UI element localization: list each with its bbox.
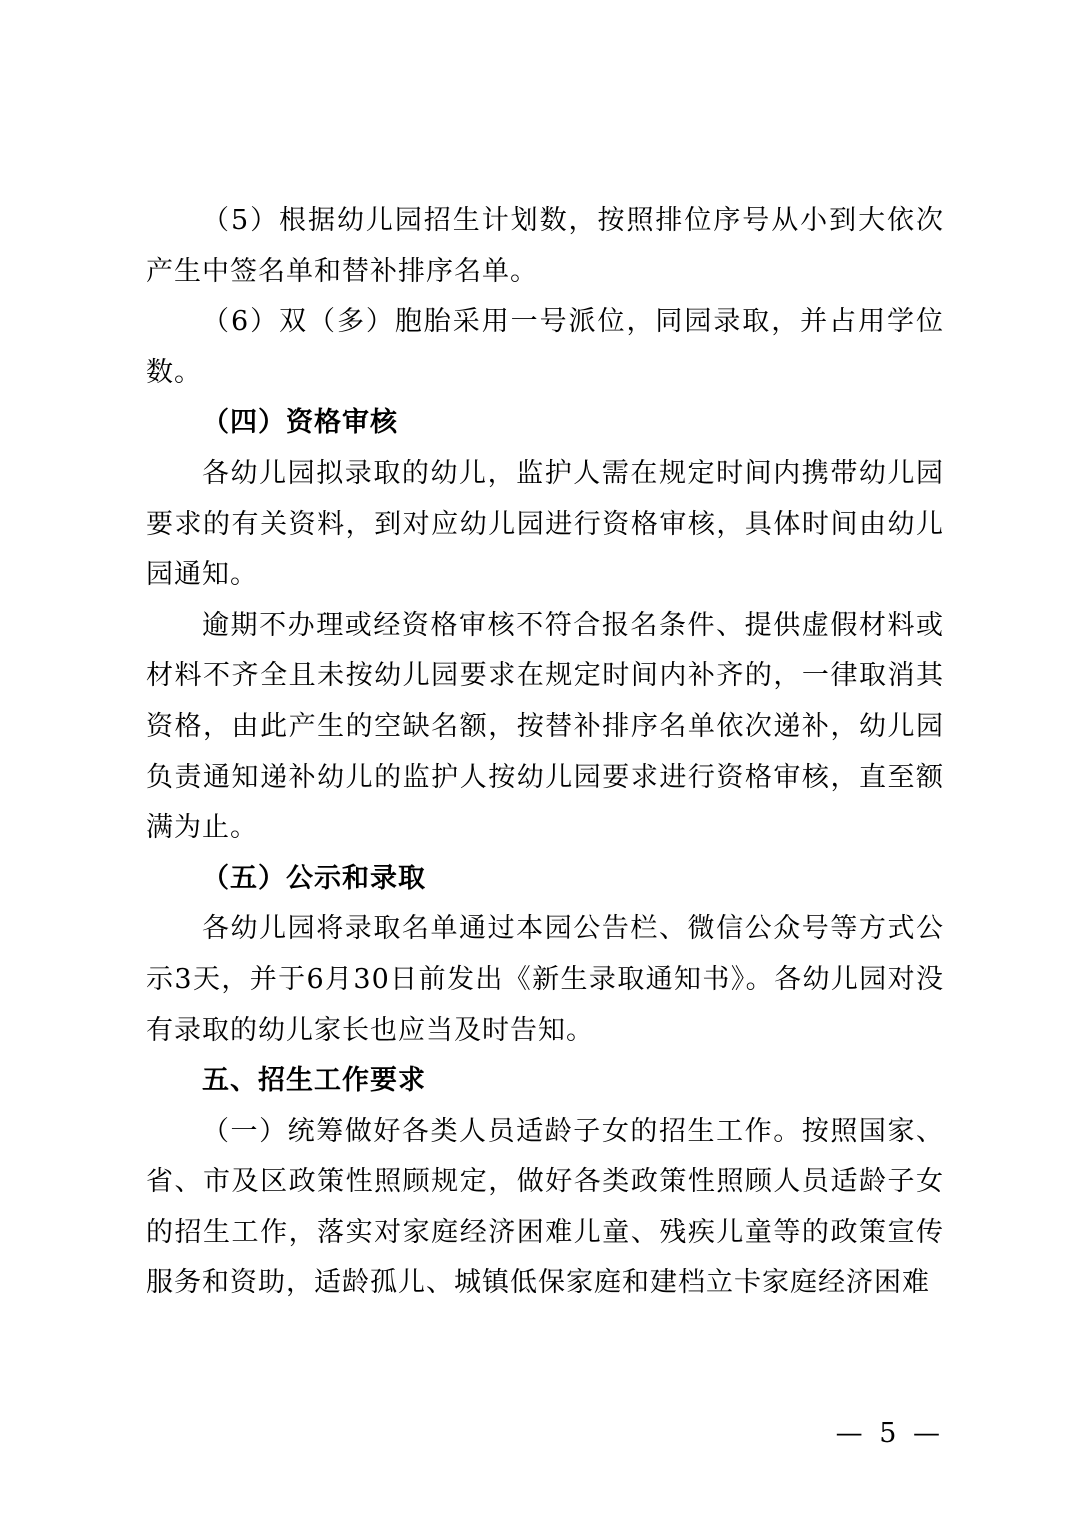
document-body [146, 196, 944, 1309]
subheading-publicity-admission: （五）公示和录取 [202, 862, 426, 894]
paragraph-review-materials: 各幼儿园拟录取的幼儿，监护人需在规定时间内携带幼儿园要求的有关资料，到对应幼儿园进行资格审核，具体时间由幼儿园通知。 [146, 457, 944, 591]
paragraph-overdue-cancellation: 逾期不办理或经资格审核不符合报名条件、提供虚假材料或材料不齐全且未按幼儿园要求在规定时间内补齐的，一律取消其资格，由此产生的空缺名额，按替补排序名单依次递补，幼儿园负责通知递补幼儿的监护人按幼儿园要求进行资格审核，直至额满为止。 [146, 609, 944, 844]
heading-enrollment-requirements: 五、招生工作要求 [202, 1065, 426, 1097]
paragraph-admission-notice: 各幼儿园将录取名单通过本园公告栏、微信公众号等方式公示3天，并于6月30日前发出《新生录取通知书》。各幼儿园对没有录取的幼儿家长也应当及时告知。 [146, 913, 944, 1046]
paragraph-twins: （6）双（多）胞胎采用一号派位，同园录取，并占用学位数。 [146, 306, 944, 388]
paragraph-lottery-list: （5）根据幼儿园招生计划数，按照排位序号从小到大依次产生中签名单和替补排序名单。 [146, 205, 944, 287]
paragraph-coordinate-enrollment: （一）统筹做好各类人员适龄子女的招生工作。按照国家、省、市及区政策性照顾规定，做好各类政策性照顾人员适龄子女的招生工作，落实对家庭经济困难儿童、残疾儿童等的政策宣传服务和资助，适龄孤儿、城镇低保家庭和建档立卡家庭经济困难 [146, 1115, 944, 1299]
page-number: — 5 — [835, 1418, 944, 1449]
subheading-qualification-review: （四）资格审核 [202, 407, 398, 439]
